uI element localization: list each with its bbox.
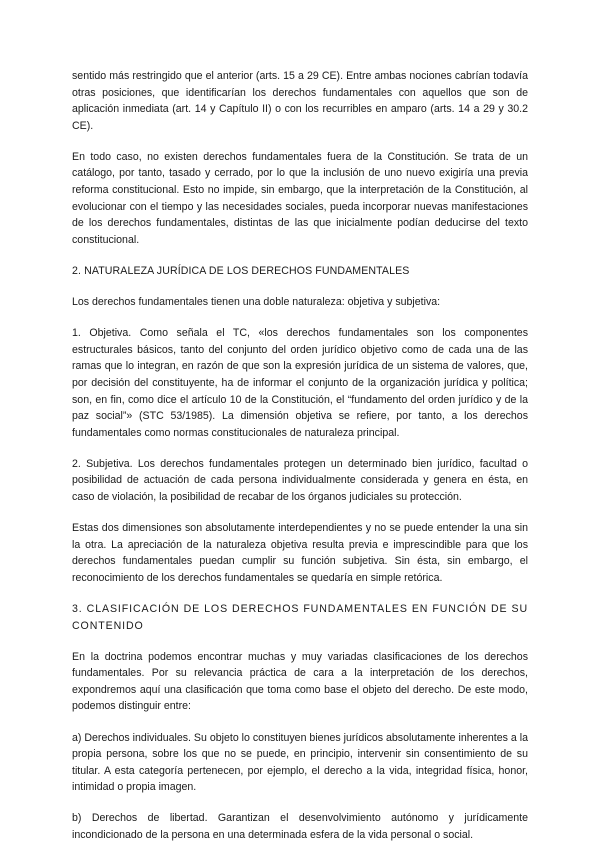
paragraph-rights-scope: sentido más restringido que el anterior (arts. 15 a 29 CE). Entre ambas nociones cabrían todavía otras posiciones, que identificarían los derechos fundamentales con aquellos que son de aplicación inmediata (art. 14 y Capítulo II) o con los recurribles en amparo (arts. 14 a 29 y 30.2 CE). xyxy=(72,70,528,132)
paragraph-objective: 1. Objetiva. Como señala el TC, «los derechos fundamentales son los componentes estructurales básicos, tanto del conjunto del orden jurídico objetivo como de cada una de las ramas que lo integran, en razón de que son la expresión jurídica de un sistema de valores, que, por decisión del constituyente, ha de informar el conjunto de la organización jurídica y política; son, en fin, como dice el artículo 10 de la Constitución, el “fundamento del orden jurídico y de la paz social”» (STC 53/1985). La dimensión objetiva se refiere, por tanto, a los derechos fundamentales como normas constitucionales de naturaleza principal. xyxy=(72,327,528,439)
paragraph-classification-intro: En la doctrina podemos encontrar muchas y muy variadas clasificaciones de los derechos fundamentales. Por su relevancia práctica de cara a la interpretación de los derechos, expondremos aquí una clasificación que toma como base el objeto del derecho. De este modo, podemos distinguir entre: xyxy=(72,650,528,713)
section-heading-classification: 3. CLASIFICACIÓN DE LOS DERECHOS FUNDAMENTALES EN FUNCIÓN DE SU CONTENIDO xyxy=(72,602,528,632)
section-heading-legal-nature: 2. NATURALEZA JURÍDICA DE LOS DERECHOS FUNDAMENTALES xyxy=(72,264,410,277)
paragraph-double-nature: Los derechos fundamentales tienen una doble naturaleza: objetiva y subjetiva: xyxy=(72,296,441,309)
paragraph-interdependence: Estas dos dimensiones son absolutamente interdependientes y no se puede entender la una sin la otra. La apreciación de la naturaleza objetiva resulta previa e imprescindible para que los derechos fundamentales puedan cumplir su función subjetiva. Sin ésta, sin embargo, el reconocimiento de los derechos fundamentales se quedaría en simple retórica. xyxy=(72,522,528,584)
paragraph-subjective: 2. Subjetiva. Los derechos fundamentales protegen un determinado bien jurídico, facultad o posibilidad de actuación de cada persona individualmente considerada y genera en ésta, en caso de violación, la posibilidad de recabar de los órganos judiciales su protección. xyxy=(72,457,528,503)
paragraph-individual-rights: a) Derechos individuales. Su objeto lo constituyen bienes jurídicos absolutamente inherentes a la propia persona, sobre los que no se puede, en principio, intervenir sin consentimiento de su titular. A esta categoría pertenecen, por ejemplo, el derecho a la vida, integridad física, honor, intimidad o propia imagen. xyxy=(72,731,528,794)
paragraph-closed-catalog: En todo caso, no existen derechos fundamentales fuera de la Constitución. Se trata de un catálogo, por tanto, tasado y cerrado, por lo que la inclusión de uno nuevo exigiría una previa reforma constitucional. Esto no impide, sin embargo, que la interpretación de la Constitución, al evolucionar con el tiempo y las necesidades sociales, pueda incorporar nuevas manifestaciones de los derechos fundamentales, distintas de las que inicialmente podían deducirse del texto constitucional. xyxy=(72,150,528,246)
document-page xyxy=(72,68,528,858)
paragraph-freedom-rights: b) Derechos de libertad. Garantizan el desenvolvimiento autónomo y jurídicamente incondicionado de la persona en una determinada esfera de la vida personal o social. xyxy=(72,812,528,841)
